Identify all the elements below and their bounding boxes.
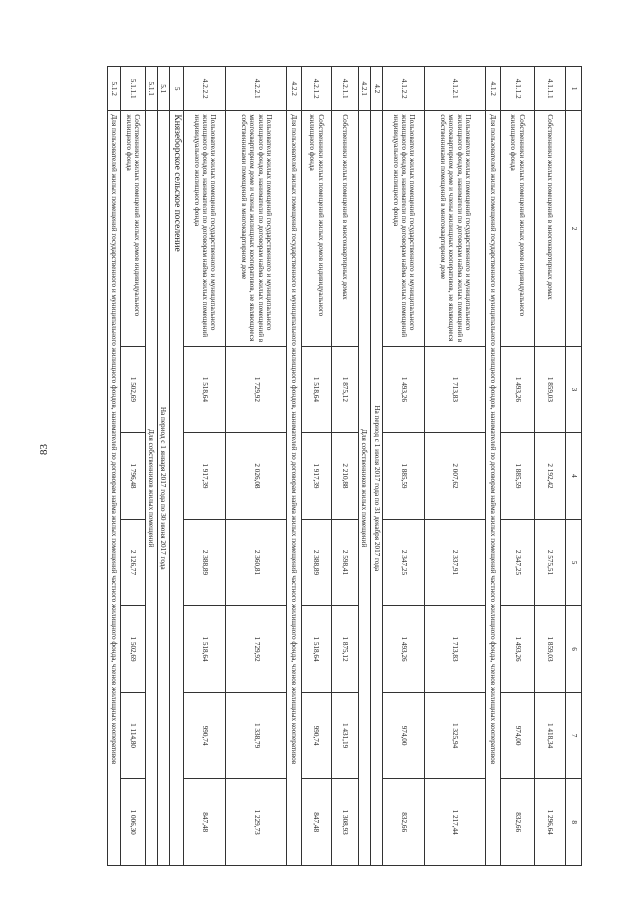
row-value: 1 729,92 xyxy=(226,346,287,433)
rotated-table-container xyxy=(107,66,582,866)
row-value: 2 337,91 xyxy=(425,519,486,606)
row-value: 1 493,26 xyxy=(501,606,535,693)
row-value: 1 713,83 xyxy=(425,606,486,693)
row-code: 5.1.1 xyxy=(145,67,157,111)
row-name: Пользователи жилых помещений государственного и муниципального жилищного фондов, наниматели по договорам найма жилых помещений в многоквартирном доме и члены жилищных кооперативов, не являющиеся собственниками помещений в многоквартирном доме xyxy=(425,111,486,346)
row-value: 1 859,03 xyxy=(534,346,566,433)
row-code: 5.1 xyxy=(157,67,169,111)
row-value: 1 885,59 xyxy=(501,433,535,520)
tariff-table xyxy=(107,66,582,866)
row-value: 1 917,39 xyxy=(302,433,331,520)
row-value: 2 388,89 xyxy=(302,519,331,606)
table-row xyxy=(287,67,302,866)
row-value: 2 210,88 xyxy=(331,433,358,520)
row-name: Пользователи жилых помещений государственного и муниципального жилищного фондов, наниматели по договорам найма жилых помещений в многоквартирном доме и члены жилищных кооперативов, не являющиеся собственниками помещений в многоквартирном доме xyxy=(226,111,287,346)
row-value: 832,66 xyxy=(501,779,535,866)
row-value: 1 713,83 xyxy=(425,346,486,433)
row-code: 4.2 xyxy=(370,67,383,111)
row-value: 1 875,12 xyxy=(331,606,358,693)
row-heading: На период с 1 января 2017 года по 30 июня 2017 года xyxy=(157,111,169,866)
table-row xyxy=(534,67,566,866)
row-value: 1 431,19 xyxy=(331,692,358,779)
table-row xyxy=(331,67,358,866)
table-row xyxy=(383,67,425,866)
row-value: 2 575,51 xyxy=(534,519,566,606)
header-cell: 8 xyxy=(566,779,582,866)
row-value: 1 325,94 xyxy=(425,692,486,779)
table-row xyxy=(226,67,287,866)
row-value: 990,74 xyxy=(184,692,226,779)
row-value: 1 518,64 xyxy=(184,606,226,693)
row-value: 2 598,41 xyxy=(331,519,358,606)
row-code: 5.1.1.1 xyxy=(120,67,145,111)
row-name: Собственники жилых помещений жилых домов индивидуального жилищного фонда xyxy=(302,111,331,346)
row-value: 1 885,59 xyxy=(383,433,425,520)
row-code: 4.1.1.2 xyxy=(501,67,535,111)
header-cell: 2 xyxy=(566,111,582,346)
row-value: 2 388,89 xyxy=(184,519,226,606)
row-value: 1 229,73 xyxy=(226,779,287,866)
row-code: 4.2.2.2 xyxy=(184,67,226,111)
row-value: 1 006,30 xyxy=(120,779,145,866)
table-row xyxy=(120,67,145,866)
row-value: 1 518,64 xyxy=(184,346,226,433)
header-cell: 6 xyxy=(566,606,582,693)
row-code: 4.1.2.1 xyxy=(425,67,486,111)
row-value: 1 296,64 xyxy=(534,779,566,866)
row-heading: Для собственников жилых помещений xyxy=(358,111,370,866)
table-body xyxy=(108,67,582,866)
header-cell: 3 xyxy=(566,346,582,433)
table-row xyxy=(145,67,157,866)
row-value: 1 418,34 xyxy=(534,692,566,779)
table-row xyxy=(358,67,370,866)
header-cell: 4 xyxy=(566,433,582,520)
table-row xyxy=(184,67,226,866)
row-value: 1 796,48 xyxy=(120,433,145,520)
row-heading: На период с 1 июля 2017 года по 31 декабря 2017 года xyxy=(370,111,383,866)
row-code: 4.1.1.1 xyxy=(534,67,566,111)
row-value: 1 917,39 xyxy=(184,433,226,520)
row-value: 847,48 xyxy=(302,779,331,866)
row-value: 1 518,64 xyxy=(302,346,331,433)
row-value: 974,00 xyxy=(383,692,425,779)
row-code: 4.2.1.2 xyxy=(302,67,331,111)
table-row xyxy=(501,67,535,866)
row-value: 1 502,69 xyxy=(120,606,145,693)
row-value: 832,66 xyxy=(383,779,425,866)
row-value: 2 347,25 xyxy=(383,519,425,606)
row-value: 2 126,77 xyxy=(120,519,145,606)
row-value: 974,00 xyxy=(501,692,535,779)
row-name: Собственники жилых помещений жилых домов индивидуального жилищного фонда xyxy=(120,111,145,346)
page-number: 83 xyxy=(38,444,50,455)
row-value: 990,74 xyxy=(302,692,331,779)
row-value: 2 026,08 xyxy=(226,433,287,520)
row-heading: Для собственников жилых помещений xyxy=(145,111,157,866)
table-row xyxy=(157,67,169,866)
row-value: 1 308,93 xyxy=(331,779,358,866)
header-cell: 5 xyxy=(566,519,582,606)
row-value: 2 360,81 xyxy=(226,519,287,606)
row-name: Собственники жилых помещений жилых домов индивидуального жилищного фонда xyxy=(501,111,535,346)
row-value: 2 347,25 xyxy=(501,519,535,606)
row-value: 2 007,62 xyxy=(425,433,486,520)
section-title: Князеборское сельское поселение xyxy=(169,111,184,866)
row-code: 5.1.2 xyxy=(108,67,121,111)
row-name: Собственники жилых помещений в многоквартирных домах xyxy=(534,111,566,346)
row-value: 1 493,26 xyxy=(501,346,535,433)
row-name: Пользователи жилых помещений государственного и муниципального жилищного фондов, наниматели по договорам найма жилых помещений индивидуального жилищного фонда xyxy=(184,111,226,346)
row-name: Собственники жилых помещений в многоквартирных домах xyxy=(331,111,358,346)
row-heading: Для пользователей жилых помещений государственного и муниципального жилищного фондов, нанимателей по договорам найма жилых помещений частного жилищного фонда, членов жилищных кооперативов xyxy=(486,111,501,866)
row-value: 1 502,69 xyxy=(120,346,145,433)
row-value: 1 518,64 xyxy=(302,606,331,693)
row-code: 4.2.2.1 xyxy=(226,67,287,111)
table-row xyxy=(302,67,331,866)
row-code: 4.1.2 xyxy=(486,67,501,111)
table-row xyxy=(425,67,486,866)
row-value: 1 493,26 xyxy=(383,346,425,433)
row-value: 1 217,44 xyxy=(425,779,486,866)
row-value: 1 875,12 xyxy=(331,346,358,433)
header-cell: 1 xyxy=(566,67,582,111)
table-row xyxy=(486,67,501,866)
row-value: 1 859,03 xyxy=(534,606,566,693)
header-cell: 7 xyxy=(566,692,582,779)
row-code: 4.2.2 xyxy=(287,67,302,111)
row-value: 1 729,92 xyxy=(226,606,287,693)
row-heading: Для пользователей жилых помещений государственного и муниципального жилищного фондов, нанимателей по договорам найма жилых помещений частного жилищного фонда, членов жилищных кооперативов xyxy=(287,111,302,866)
row-value: 847,48 xyxy=(184,779,226,866)
row-value: 1 493,26 xyxy=(383,606,425,693)
row-value: 1 114,80 xyxy=(120,692,145,779)
row-name: Пользователи жилых помещений государственного и муниципального жилищного фондов, наниматели по договорам найма жилых помещений индивидуального жилищного фонда xyxy=(383,111,425,346)
header-row xyxy=(566,67,582,866)
table-row xyxy=(108,67,121,866)
row-code: 4.2.1.1 xyxy=(331,67,358,111)
table-row xyxy=(370,67,383,866)
row-code: 5 xyxy=(169,67,184,111)
table-row xyxy=(169,67,184,866)
row-heading: Для пользователей жилых помещений государственного и муниципального жилищного фондов, нанимателей по договорам найма жилых помещений частного жилищного фонда, членов жилищных кооперативов xyxy=(108,111,121,866)
row-value: 1 338,79 xyxy=(226,692,287,779)
row-code: 4.2.1 xyxy=(358,67,370,111)
row-code: 4.1.2.2 xyxy=(383,67,425,111)
row-value: 2 192,42 xyxy=(534,433,566,520)
